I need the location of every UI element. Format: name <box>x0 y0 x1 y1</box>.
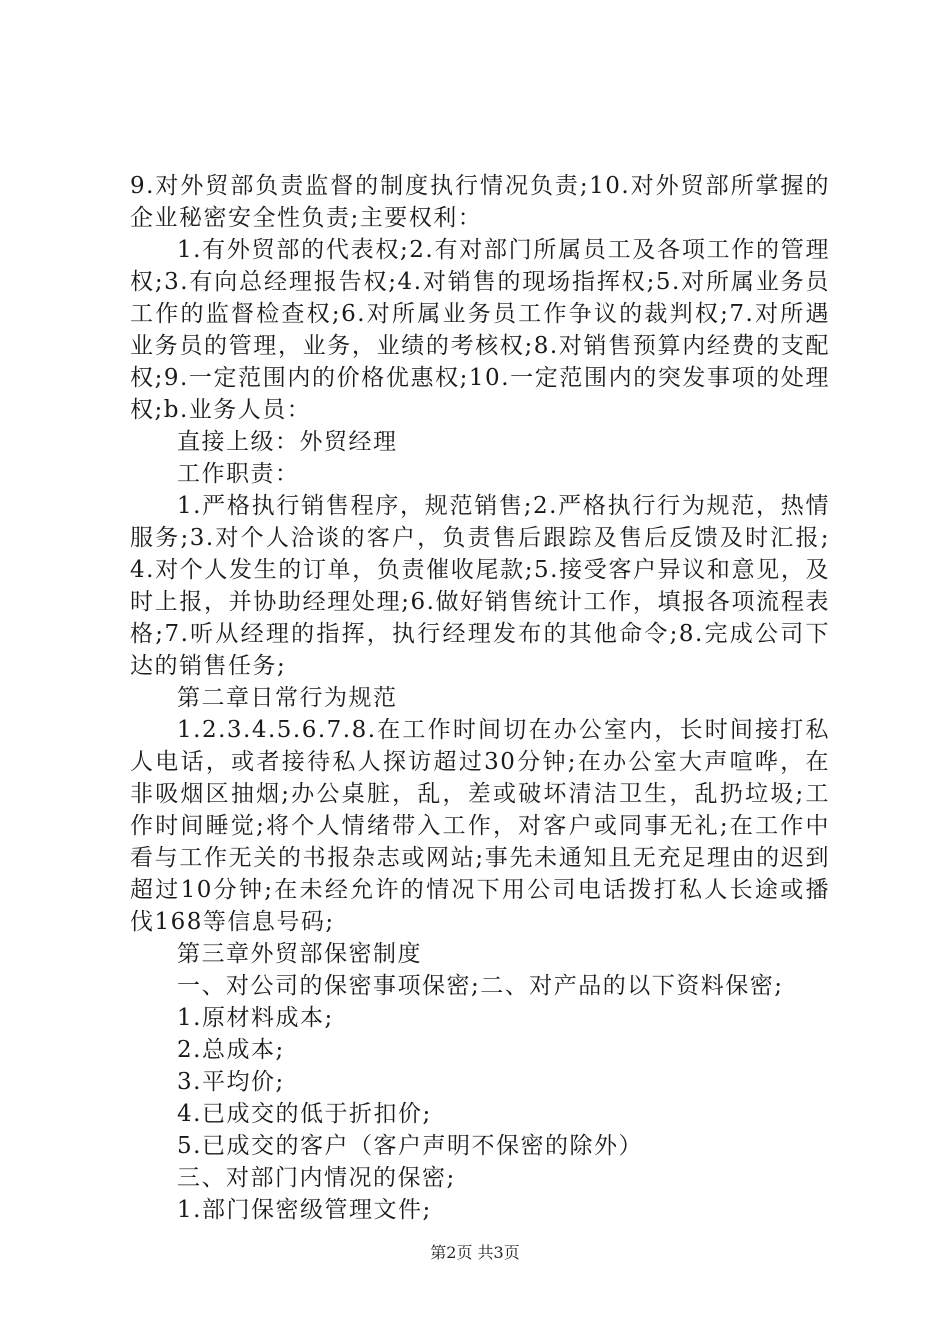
paragraph-confidential-scope: 一、对公司的保密事项保密;二、对产品的以下资料保密; <box>177 973 784 999</box>
paragraph-duties: 1.严格执行销售程序，规范销售;2.严格执行行为规范，热情服务;3.对个人洽谈的客户，负责售后跟踪及售后反馈及时汇报;4.对个人发生的订单，负责催收尾款;5.接受客户异议和意见，及时上报，并协助经理处理;6.做好销售统计工作，填报各项流程表格;7.听从经理的指挥，执行经理发布的其他命令;8.完成公司下达的销售任务; <box>130 493 830 679</box>
chapter-2-heading: 第二章日常行为规范 <box>177 685 398 711</box>
list-item: 1.部门保密级管理文件; <box>177 1197 432 1223</box>
list-item: 3.平均价; <box>177 1069 285 1095</box>
list-item: 2.总成本; <box>177 1037 285 1063</box>
list-item: 5.已成交的客户（客户声明不保密的除外） <box>177 1133 643 1159</box>
chapter-3-heading: 第三章外贸部保密制度 <box>177 941 422 967</box>
list-item: 1.原材料成本; <box>177 1005 334 1031</box>
paragraph-responsibilities-end: 9.对外贸部负责监督的制度执行情况负责;10.对外贸部所掌握的企业秘密安全性负责;主要权利： <box>130 173 830 231</box>
paragraph-duties-heading: 工作职责： <box>177 461 300 487</box>
document-body <box>130 170 830 1226</box>
section-3-heading: 三、对部门内情况的保密; <box>177 1165 456 1191</box>
list-item: 4.已成交的低于折扣价; <box>177 1101 432 1127</box>
paragraph-behavior-rules: 1.2.3.4.5.6.7.8.在工作时间切在办公室内，长时间接打私人电话，或者接待私人探访超过30分钟;在办公室大声喧哗，在非吸烟区抽烟;办公桌脏，乱，差或破坏清洁卫生，乱扔垃圾;工作时间睡觉;将个人情绪带入工作，对客户或同事无礼;在工作中看与工作无关的书报杂志或网站;事先未通知且无充足理由的迟到超过10分钟;在未经允许的情况下用公司电话拨打私人长途或播伐168等信息号码; <box>130 717 830 935</box>
page-footer: 第2页 共3页 <box>430 1243 520 1262</box>
paragraph-rights: 1.有外贸部的代表权;2.有对部门所属员工及各项工作的管理权;3.有向总经理报告权;4.对销售的现场指挥权;5.对所属业务员工作的监督检查权;6.对所属业务员工作争议的裁判权;7.对所遇业务员的管理，业务，业绩的考核权;8.对销售预算内经费的支配权;9.一定范围内的价格优惠权;10.一定范围内的突发事项的处理权;b.业务人员： <box>130 237 830 423</box>
paragraph-direct-superior: 直接上级：外贸经理 <box>177 429 398 455</box>
